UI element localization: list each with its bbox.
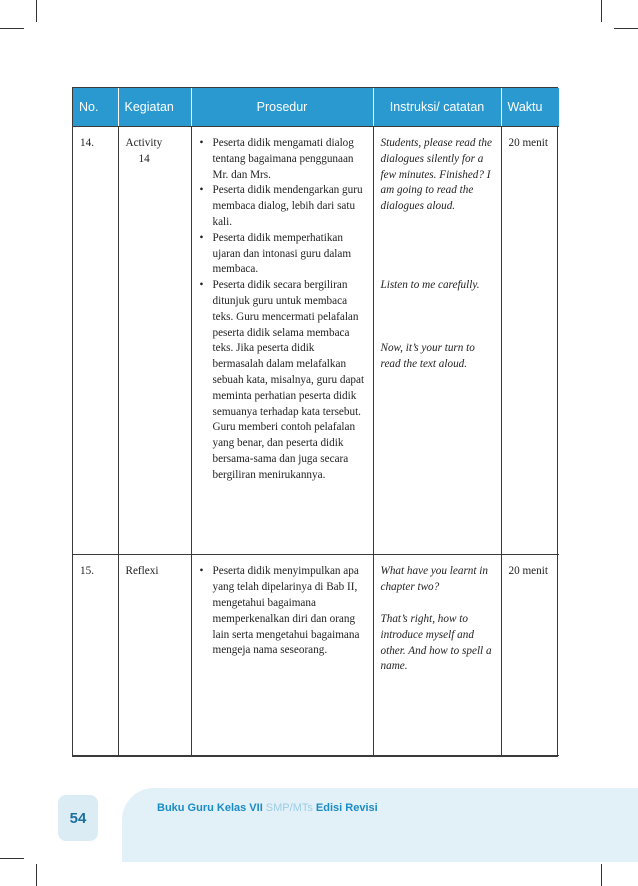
instruksi-note: What have you learnt in chapter two? bbox=[380, 565, 488, 594]
header-waktu: Waktu bbox=[501, 88, 559, 127]
crop-mark bbox=[36, 0, 37, 22]
table-header-row bbox=[73, 88, 559, 127]
prosedur-item: • Peserta didik secara bergiliran ditunjuk guru untuk membaca teks. Guru mencermati pelafalan peserta didik selama membaca teks. Jika peserta didik bermasalah dalam melafalkan sebuah kata, misalnya, guru dapat meminta perhatian peserta didik semuanya terhadap kata tersebut. Guru memberi contoh pelafalan yang benar, dan peserta didik bersama-sama dan juga secara bergiliran menirukannya. bbox=[213, 278, 367, 483]
cell-instruksi bbox=[373, 555, 501, 756]
prosedur-item: • Peserta didik mendengarkan guru membaca dialog, lebih dari satu kali. bbox=[213, 183, 367, 230]
footer-book-title bbox=[157, 802, 378, 814]
crop-mark bbox=[36, 864, 37, 886]
header-no: No. bbox=[73, 88, 118, 127]
kegiatan-label: Activity bbox=[125, 137, 163, 149]
kegiatan-number: 14 bbox=[138, 152, 150, 165]
cell-kegiatan bbox=[118, 127, 191, 555]
cell-prosedur bbox=[191, 555, 373, 756]
book-edition: Edisi Revisi bbox=[315, 802, 378, 814]
header-kegiatan: Kegiatan bbox=[118, 88, 191, 127]
prosedur-item: • Peserta didik menyimpulkan apa yang telah dipelarinya di Bab II, mengetahui bagaimana memperkenalkan diri dan orang lain serta mengetahui bagaimana mengeja nama seseorang. bbox=[213, 564, 367, 659]
page-number: 54 bbox=[58, 795, 98, 841]
prosedur-item: • Peserta didik mengamati dialog tentang bagaimana penggunaan Mr. dan Mrs. bbox=[213, 136, 367, 183]
instruksi-note: Listen to me carefully. bbox=[380, 278, 480, 291]
cell-waktu: 20 menit bbox=[501, 555, 559, 756]
book-title-school: SMP/MTs bbox=[262, 802, 316, 814]
prosedur-item: • Peserta didik memperhatikan ujaran dan intonasi guru dalam membaca. bbox=[213, 231, 367, 278]
crop-mark bbox=[601, 0, 602, 22]
lesson-table bbox=[72, 87, 558, 757]
header-instruksi: Instruksi/ catatan bbox=[373, 88, 501, 127]
crop-mark bbox=[601, 864, 602, 886]
crop-mark bbox=[614, 28, 638, 29]
cell-no: 15. bbox=[73, 555, 118, 756]
table-row bbox=[73, 127, 559, 555]
table-row bbox=[73, 555, 559, 756]
crop-mark bbox=[0, 858, 24, 859]
instruksi-note: Now, it’s your turn to read the text aloud. bbox=[380, 341, 475, 370]
footer-band bbox=[122, 788, 638, 862]
cell-kegiatan: Reflexi bbox=[118, 555, 191, 756]
instruksi-note: That’s right, how to introduce myself and other. And how to spell a name. bbox=[380, 612, 492, 673]
cell-instruksi bbox=[373, 127, 501, 555]
cell-prosedur bbox=[191, 127, 373, 555]
header-prosedur: Prosedur bbox=[191, 88, 373, 127]
crop-mark bbox=[0, 28, 24, 29]
book-title-bold: Buku Guru Kelas VII bbox=[157, 802, 263, 814]
instruksi-note: Students, please read the dialogues silently for a few minutes. Finished? I am going to read the dialogues aloud. bbox=[380, 137, 492, 213]
cell-no: 14. bbox=[73, 127, 118, 555]
cell-waktu: 20 menit bbox=[501, 127, 559, 555]
